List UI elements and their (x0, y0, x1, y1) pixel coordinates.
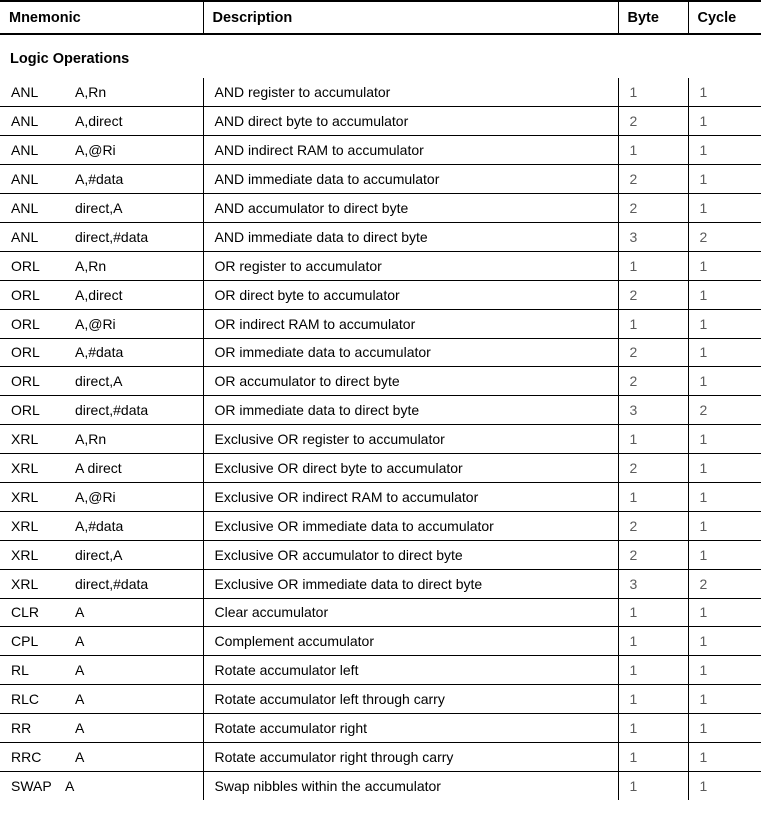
cell-description: Rotate accumulator right through carry (203, 742, 618, 771)
cell-mnemonic (0, 136, 203, 165)
cell-mnemonic (0, 742, 203, 771)
cell-byte-count: 1 (618, 714, 688, 743)
cell-description: OR accumulator to direct byte (203, 367, 618, 396)
cell-description: AND immediate data to accumulator (203, 165, 618, 194)
cell-cycle-count: 2 (688, 569, 761, 598)
table-row (0, 338, 761, 367)
cell-description: OR immediate data to direct byte (203, 396, 618, 425)
instruction-opcode: XRL (11, 488, 39, 505)
instruction-operand: A (75, 604, 85, 621)
instruction-operand: A (65, 778, 75, 795)
cell-byte-count: 1 (618, 425, 688, 454)
cell-mnemonic (0, 598, 203, 627)
instruction-opcode: ANL (11, 142, 39, 159)
cell-byte-count: 2 (618, 280, 688, 309)
cell-mnemonic (0, 165, 203, 194)
cell-description: AND immediate data to direct byte (203, 222, 618, 251)
table-row (0, 482, 761, 511)
cell-description: Exclusive OR accumulator to direct byte (203, 540, 618, 569)
cell-mnemonic (0, 194, 203, 223)
cell-cycle-count: 2 (688, 222, 761, 251)
instruction-opcode: ORL (11, 373, 40, 390)
column-header-byte: Byte (618, 1, 688, 34)
instruction-operand: direct,A (75, 546, 123, 563)
instruction-operand: A direct (75, 460, 122, 477)
cell-cycle-count: 1 (688, 540, 761, 569)
instruction-opcode: ORL (11, 402, 40, 419)
instruction-opcode: RR (11, 720, 32, 737)
table-row (0, 685, 761, 714)
cell-mnemonic (0, 425, 203, 454)
instruction-operand: A,Rn (75, 84, 107, 101)
instruction-operand: direct,A (75, 200, 123, 216)
cell-byte-count: 3 (618, 569, 688, 598)
table-row (0, 78, 761, 107)
cell-description: Exclusive OR indirect RAM to accumulator (203, 482, 618, 511)
cell-mnemonic (0, 280, 203, 309)
cell-cycle-count: 2 (688, 396, 761, 425)
cell-cycle-count: 1 (688, 251, 761, 280)
table-row (0, 569, 761, 598)
cell-cycle-count: 1 (688, 367, 761, 396)
cell-byte-count: 1 (618, 136, 688, 165)
cell-byte-count: 2 (618, 367, 688, 396)
table-row (0, 222, 761, 251)
cell-byte-count: 2 (618, 454, 688, 483)
instruction-opcode: ANL (11, 113, 39, 130)
cell-description: Exclusive OR immediate data to direct byte (203, 569, 618, 598)
cell-cycle-count: 1 (688, 280, 761, 309)
section-heading-logic-operations: Logic Operations (10, 51, 130, 67)
instruction-opcode: ANL (11, 84, 39, 101)
cell-mnemonic (0, 78, 203, 107)
table-row (0, 280, 761, 309)
cell-cycle-count: 1 (688, 165, 761, 194)
instruction-opcode: CLR (11, 604, 40, 621)
instruction-opcode: XRL (11, 460, 39, 477)
cell-byte-count: 1 (618, 742, 688, 771)
instruction-operand: A,#data (75, 517, 124, 534)
cell-cycle-count: 1 (688, 598, 761, 627)
instruction-operand: A (75, 662, 85, 679)
cell-mnemonic (0, 569, 203, 598)
cell-mnemonic (0, 771, 203, 800)
table-header-row (0, 1, 761, 34)
cell-byte-count: 3 (618, 222, 688, 251)
instruction-opcode: SWAP (11, 778, 52, 795)
cell-byte-count: 1 (618, 78, 688, 107)
table-row (0, 771, 761, 800)
cell-description: Exclusive OR register to accumulator (203, 425, 618, 454)
cell-byte-count: 2 (618, 511, 688, 540)
instruction-opcode: ANL (11, 200, 39, 216)
cell-byte-count: 2 (618, 338, 688, 367)
instruction-operand: direct,#data (75, 402, 149, 419)
cell-byte-count: 2 (618, 194, 688, 223)
cell-byte-count: 2 (618, 107, 688, 136)
table-row (0, 627, 761, 656)
table-row (0, 598, 761, 627)
table-row (0, 742, 761, 771)
cell-byte-count: 1 (618, 482, 688, 511)
cell-cycle-count: 1 (688, 511, 761, 540)
instruction-operand: A,Rn (75, 431, 107, 448)
cell-cycle-count: 1 (688, 482, 761, 511)
cell-byte-count: 2 (618, 165, 688, 194)
cell-description: Swap nibbles within the accumulator (203, 771, 618, 800)
table-row (0, 396, 761, 425)
cell-byte-count: 1 (618, 771, 688, 800)
instruction-opcode: ORL (11, 344, 40, 361)
cell-cycle-count: 1 (688, 338, 761, 367)
cell-mnemonic (0, 396, 203, 425)
instruction-table (0, 78, 761, 800)
table-row (0, 367, 761, 396)
instruction-opcode: XRL (11, 575, 39, 592)
instruction-opcode: ANL (11, 228, 39, 245)
cell-description: OR immediate data to accumulator (203, 338, 618, 367)
cell-description: Exclusive OR immediate data to accumulator (203, 511, 618, 540)
instruction-operand: A (75, 691, 85, 708)
column-header-table (0, 0, 761, 35)
cell-mnemonic (0, 309, 203, 338)
instruction-operand: A (75, 748, 85, 765)
instruction-operand: A,@Ri (75, 142, 116, 159)
instruction-opcode: ANL (11, 171, 39, 188)
instruction-operand: A,@Ri (75, 315, 116, 332)
instruction-opcode: RLC (11, 691, 40, 708)
cell-cycle-count: 1 (688, 425, 761, 454)
instruction-operand: A,Rn (75, 257, 107, 274)
cell-description: AND accumulator to direct byte (203, 194, 618, 223)
cell-cycle-count: 1 (688, 107, 761, 136)
column-header-mnemonic: Mnemonic (0, 1, 203, 34)
cell-mnemonic (0, 367, 203, 396)
cell-mnemonic (0, 338, 203, 367)
cell-description: Rotate accumulator left through carry (203, 685, 618, 714)
cell-cycle-count: 1 (688, 627, 761, 656)
cell-mnemonic (0, 656, 203, 685)
instruction-operand: direct,A (75, 373, 123, 390)
cell-mnemonic (0, 482, 203, 511)
cell-mnemonic (0, 540, 203, 569)
cell-cycle-count: 1 (688, 136, 761, 165)
cell-cycle-count: 1 (688, 656, 761, 685)
table-row (0, 511, 761, 540)
table-row (0, 136, 761, 165)
cell-cycle-count: 1 (688, 685, 761, 714)
cell-description: Rotate accumulator left (203, 656, 618, 685)
table-row (0, 194, 761, 223)
instruction-operand: direct,#data (75, 228, 149, 245)
column-header-cycle: Cycle (688, 1, 761, 34)
instruction-operand: A (75, 720, 85, 737)
cell-byte-count: 1 (618, 598, 688, 627)
instruction-opcode: RRC (11, 748, 42, 765)
table-row (0, 540, 761, 569)
cell-description: OR direct byte to accumulator (203, 280, 618, 309)
cell-description: OR indirect RAM to accumulator (203, 309, 618, 338)
table-row (0, 107, 761, 136)
instruction-operand: direct,#data (75, 575, 149, 592)
cell-byte-count: 2 (618, 540, 688, 569)
cell-cycle-count: 1 (688, 78, 761, 107)
cell-description: AND register to accumulator (203, 78, 618, 107)
table-row (0, 425, 761, 454)
cell-mnemonic (0, 627, 203, 656)
table-row (0, 309, 761, 338)
cell-mnemonic (0, 251, 203, 280)
cell-mnemonic (0, 714, 203, 743)
cell-description: Complement accumulator (203, 627, 618, 656)
instruction-opcode: RL (11, 662, 29, 679)
table-row (0, 251, 761, 280)
cell-description: AND indirect RAM to accumulator (203, 136, 618, 165)
cell-description: Clear accumulator (203, 598, 618, 627)
cell-description: Rotate accumulator right (203, 714, 618, 743)
table-row (0, 714, 761, 743)
column-header-description: Description (203, 1, 618, 34)
cell-mnemonic (0, 222, 203, 251)
cell-mnemonic (0, 685, 203, 714)
cell-cycle-count: 1 (688, 454, 761, 483)
instruction-opcode: ORL (11, 257, 40, 274)
instruction-operand: A (75, 633, 85, 650)
instruction-opcode: XRL (11, 517, 39, 534)
table-row (0, 165, 761, 194)
cell-cycle-count: 1 (688, 742, 761, 771)
cell-mnemonic (0, 511, 203, 540)
cell-byte-count: 1 (618, 627, 688, 656)
cell-cycle-count: 1 (699, 778, 708, 795)
instruction-operand: A,#data (75, 171, 124, 188)
table-row (0, 656, 761, 685)
instruction-operand: A,@Ri (75, 488, 116, 505)
instruction-opcode: ORL (11, 286, 40, 303)
instruction-operand: A,#data (75, 344, 124, 361)
instruction-operand: A,direct (75, 286, 123, 303)
cell-description: OR register to accumulator (203, 251, 618, 280)
instruction-opcode: ORL (11, 315, 40, 332)
cell-byte-count: 1 (618, 251, 688, 280)
cell-byte-count: 1 (618, 685, 688, 714)
instruction-opcode: XRL (11, 431, 39, 448)
cell-mnemonic (0, 107, 203, 136)
cell-cycle-count: 1 (688, 714, 761, 743)
cell-mnemonic (0, 454, 203, 483)
cell-cycle-count: 1 (688, 194, 761, 223)
table-row (0, 454, 761, 483)
instruction-opcode: CPL (11, 633, 39, 650)
cell-description: Exclusive OR direct byte to accumulator (203, 454, 618, 483)
cell-byte-count: 1 (618, 309, 688, 338)
cell-byte-count: 1 (618, 656, 688, 685)
instruction-opcode: XRL (11, 546, 39, 563)
instruction-operand: A,direct (75, 113, 123, 130)
cell-cycle-count: 1 (688, 309, 761, 338)
cell-description: AND direct byte to accumulator (203, 107, 618, 136)
cell-byte-count: 3 (618, 396, 688, 425)
